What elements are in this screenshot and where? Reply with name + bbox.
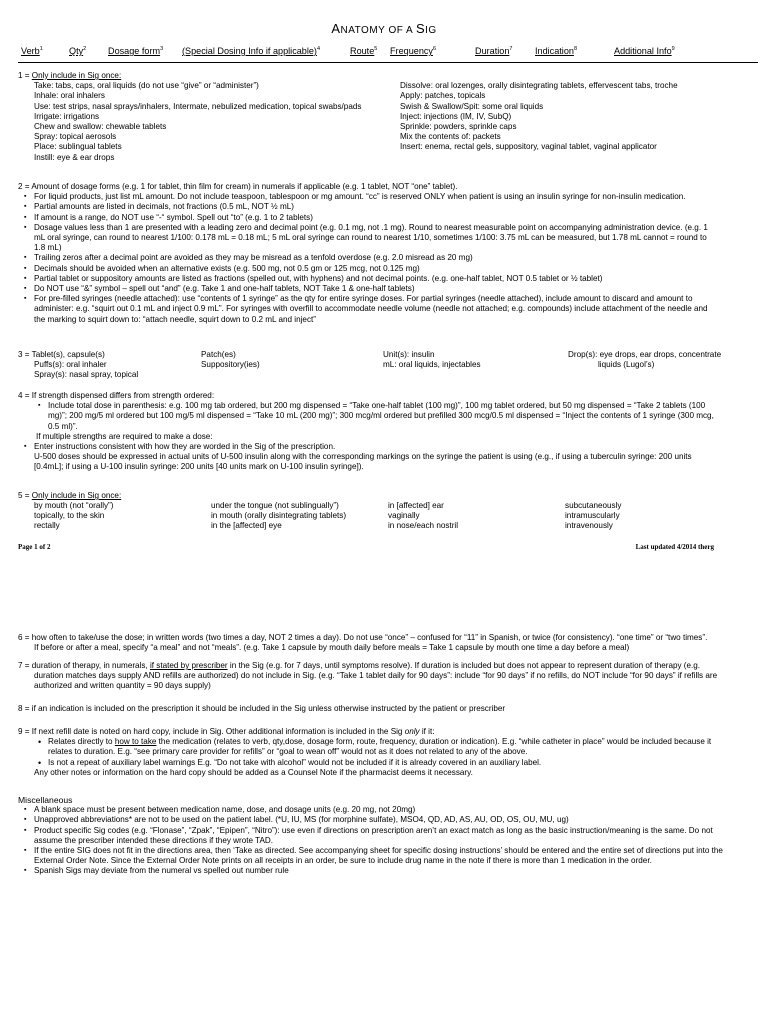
text-line: 2 = Amount of dosage forms (e.g. 1 for tablet, thin film for cream) in numerals if applicable (e.g. 1 tablet, NOT “one” tablet). (18, 182, 458, 191)
page-number: Page 1 of 2 (18, 543, 51, 551)
text-line: 2 (83, 46, 87, 52)
text-line: A (331, 21, 341, 36)
text-line: if it: (419, 727, 435, 736)
section-8-indication (18, 704, 758, 714)
text-line: U-500 doses should be expressed in actual units of U-500 insulin along with the corresponding markings on the syringe the patient is using (e.g., if using a tuberculin syringe: 200 units (34, 452, 692, 462)
text-line: rectally (34, 521, 60, 531)
text-line: Chew and swallow: chewable tablets (34, 122, 167, 132)
text-line: Use: test strips, nasal sprays/inhalers, Intermate, nebulized medication, topical swabs/pads (34, 101, 362, 111)
text-line: 5 = (18, 491, 32, 500)
text-line: ▪ If the entire SIG does not fit in the directions area, then ‘Take as directed. See accompanying sheet for specific dosing instructions’ should be entered and the entire set of directions put into the (18, 846, 758, 856)
section-miscellaneous (18, 795, 758, 877)
text-line: 9 = If next refill date is noted on hard copy, include in Sig. Other additional information is included in the Sig (18, 727, 405, 736)
text-line: 6 (432, 46, 437, 52)
header-route (350, 44, 377, 56)
text-line: Irrigate: irrigations (34, 111, 100, 121)
section-1-verbs (18, 71, 758, 163)
text-line: topically, to the skin (34, 511, 105, 521)
text-line: ▪ Partial tablet or suppository amounts are listed as fractions (spelled out, with hyphens) and not decimal points. (e.g. one-half tablet, NOT 0.5 tablet or ½ tablet) (18, 274, 758, 284)
text-line: the marking to squirt down to: “attach needle, squirt down to 0.2 mL and inject” (34, 314, 316, 324)
text-line: Spray: topical aerosols (34, 132, 117, 142)
text-line (18, 737, 758, 747)
text-line: 1 = (18, 71, 32, 80)
text-line: by mouth (not “orally”) (34, 501, 114, 511)
text-line: subcutaneously (565, 501, 622, 511)
text-line: Instill: eye & ear drops (34, 152, 115, 162)
text-line: [0.4mL]; if using a U-100 insulin syringe: 200 units [40 units mark on U-100 insulin syringe]). (34, 462, 364, 472)
text-line: duration matches days supply AND refills are authorized) do not include in Sig. (e.g. “Take 1 tablet daily for 90 days”: include “for 90 days” if no refills, do NOT include “for 90 days” if refills are (34, 671, 718, 681)
text-line: If before or after a meal, specify “a meal” and not “meals”. (e.g. Take 1 capsule by mouth daily before meals = Take 1 capsule by mouth one time a day before a meal) (34, 643, 630, 653)
text-line: ▪ For pre-filled syringes (needle attached): use “contents of 1 syringe” as the qty for entire syringe doses. For partial syringes (needle attached), include amount to discard and amount to (18, 294, 758, 304)
header-additional-info (614, 44, 675, 56)
text-line: Dosage form (108, 46, 161, 56)
text-line: 4 = If strength dispensed differs from strength ordered: (18, 391, 215, 400)
text-line: Verb (21, 46, 40, 56)
text-line: Mix the contents of: packets (400, 132, 501, 142)
text-line: the medication (relates to verb, qty,dose, dosage form, route, frequency, duration or indication). E.g. “while catheter in place” would be included because it (156, 737, 712, 747)
header-verb (21, 44, 43, 56)
text-line (18, 491, 758, 501)
text-line: if stated by prescriber (149, 661, 228, 670)
text-line: Inhale: oral inhalers (34, 91, 105, 101)
text-line: intramuscularly (565, 511, 620, 521)
text-line: Drop(s): eye drops, ear drops, concentrate (568, 350, 722, 359)
text-line: ▪ Decimals should be avoided when an alternative exists (e.g. 500 mg, not 0.5 gm or 125 mcg, not 0.125 mg) (18, 264, 758, 274)
text-line: 7 = duration of therapy, in numerals, (18, 661, 150, 670)
section-5-route (18, 491, 758, 531)
text-line: Any other notes or information on the hard copy should be added as a Counsel Note if the pharmacist deems it necessary. (34, 767, 473, 777)
text-line: ▪ Dosage values less than 1 are presented with a leading zero and decimal point (e.g. 0.1 mg, not .1 mg). Round to nearest measurable point on accompanying administration device. (e.g. 1 (18, 223, 758, 233)
text-line: NATOMY OF A (340, 25, 416, 36)
text-line: in the [affected] eye (211, 521, 282, 531)
text-line: ▪ Unapproved abbreviations* are not to be used on the patient label. (*U, IU, MS (for morphine sulfate), MSO4, QD, AD, AS, AU, OD, OS, OU, MU, ug) (18, 815, 758, 825)
text-line: authorized and written quantity = 90 days supply) (34, 681, 211, 691)
text-line: ▪ Spanish Sigs may deviate from the numeral vs spelled out number rule (18, 866, 758, 876)
text-line: 6 = how often to take/use the dose; in written words (two times a day, NOT 2 times a day). Do not use “once” – confused for “11” in Spanish, or twice (for consistency). “one time” or “two times”. (18, 633, 708, 642)
text-line: ▪ Product specific Sig codes (e.g. “Flonase”, “Zpak”, “Epipen”, “Nitro”): use even if directions on prescription aren’t an exact match as long as the basic instruction/meaning is the same. Do not (18, 826, 758, 836)
section-4-special-dosing (18, 391, 758, 473)
section-3-dosage-forms (18, 350, 758, 382)
text-line: Dissolve: oral lozenges, orally disintegrating tablets, effervescent tabs, troche (400, 81, 678, 91)
header-divider (18, 62, 758, 63)
text-line: Swish & Swallow/Spit: some oral liquids (400, 101, 544, 111)
text-line: 5 (374, 46, 378, 52)
sig-component-header (18, 44, 760, 56)
text-line: Qty (69, 46, 84, 56)
text-line: intravenously (565, 521, 613, 531)
section-2-quantity (18, 182, 758, 325)
text-line: 1 (39, 46, 43, 52)
text-line (18, 661, 758, 671)
text-line: mL: oral liquids, injectables (383, 360, 481, 369)
text-line: S (415, 21, 426, 36)
text-line: Patch(es) (201, 350, 236, 359)
text-line: 8 (573, 46, 577, 52)
text-line: Relates directly to (48, 737, 115, 747)
text-line: ▪ If amount is a range, do NOT use “-“ symbol. Spell out “to” (e.g. 1 to 2 tablets) (18, 213, 758, 223)
page-footer (18, 542, 758, 552)
text-line: mg)”; 200 mg/5 ml ordered but 100 mg/5 ml dispensed = “Take 10 mL (200 mg)”; 300 mcg/ml ordered but prefilled 300 mcg/0.5 ml dispensed = “Inject the contents of 1 syringe (300 mcg, (48, 411, 714, 421)
text-line: 3 (160, 46, 164, 52)
misc-heading: Miscellaneous (18, 795, 73, 805)
text-line: Inject: injections (IM, IV, SubQ) (400, 111, 512, 121)
text-line: Take: tabs, caps, oral liquids (do not use “give” or “administer”) (34, 81, 259, 91)
text-line: (Special Dosing Info if applicable) (182, 46, 317, 56)
header-duration (475, 44, 512, 56)
text-line: ▪ A blank space must be present between medication name, dose, and dosage units (e.g. 20 mg, not 20mg) (18, 805, 758, 815)
text-line: Sprinkle: powders, sprinkle caps (400, 122, 517, 132)
header-qty (69, 44, 86, 56)
text-line: • Is not a repeat of auxiliary label warnings E.g. “Do not take with alcohol” would not be included if it is already covered in an auxiliary label. (18, 758, 758, 768)
text-line: 1.8 mL) (34, 243, 62, 253)
section-7-duration (18, 661, 758, 692)
text-line: IG (425, 25, 437, 36)
text-line: Puffs(s): oral inhaler (34, 360, 107, 369)
text-line: ▪ Trailing zeros after a decimal point are avoided as they may be misread as a tenfold overdose (e.g. 2.0 misread as 20 mg) (18, 253, 758, 263)
text-line: 8 = if an indication is included on the prescription it should be included in the Sig unless otherwise instructed by the patient or prescriber (18, 704, 506, 713)
text-line: under the tongue (not sublingually”) (211, 501, 339, 511)
text-line: Insert: enema, rectal gels, suppository, vaginal tablet, vaginal applicator (400, 142, 657, 152)
text-line: 0.5 ml)”. (48, 421, 78, 431)
text-line: Additional Info (614, 46, 672, 56)
text-line: ▪ Include total dose in parenthesis: e.g. 100 mg tab ordered, but 200 mg dispensed = “Take one-half tablet (100 mg)”, 100 mg tablet ordered, but 50 mg dispensed = “Take 2 tablets (100 (18, 401, 758, 411)
last-updated: Last updated 4/2014 therg (635, 543, 714, 551)
text-line: Suppository(ies) (201, 360, 260, 369)
section-6-frequency (18, 633, 758, 653)
text-line: Unit(s): insulin (383, 350, 435, 359)
section-9-additional-info (18, 727, 758, 778)
text-line: Only include in Sig once: (31, 491, 122, 500)
text-line: 3 = Tablet(s), capsule(s) (18, 350, 105, 359)
text-line: If multiple strengths are required to make a dose: (36, 431, 213, 441)
text-line: in [affected] ear (388, 501, 444, 511)
text-line: relates to duration. E.g. “see primary care provider for refills” or “goal to wean off” would not as it does not related to any of the above. (48, 747, 528, 757)
text-line: 7 (509, 46, 513, 52)
text-line: 9 (671, 46, 675, 52)
text-line: vaginally (388, 511, 420, 521)
header-dosage-form (108, 44, 163, 56)
text-line: Only include in Sig once: (31, 71, 122, 80)
text-line: in the Sig (e.g. for 7 days, until symptoms resolve). If duration is included but does not appear to represent duration of therapy (e.g. (227, 661, 701, 670)
text-line: External Order Note. Since the External Order Note prints on all receipts in an order, be sure to include drug name in the note if there is more than 1 medication in the order. (34, 856, 652, 866)
text-line: Apply: patches, topicals (400, 91, 486, 101)
text-line: Spray(s): nasal spray, topical (34, 370, 139, 379)
text-line: mL oral syringe, can round to nearest 1/100: 0.178 mL = 0.18 mL; 5 mL oral syringe can round to nearest 1/10, sometimes 1/100: 3.75 mL can be measured, but 1.78 mL cannot = round to (34, 233, 707, 243)
text-line: ▪ Partial amounts are listed in decimals, not fractions (0.5 mL, NOT ½ mL) (18, 202, 758, 212)
page-title (0, 21, 768, 36)
text-line: ▪ For liquid products, just list mL amount. Do not include teaspoon, tablespoon or mg amount. “cc” is reserved ONLY when patient is using an insulin syringe for non-insulin medication. (18, 192, 758, 202)
text-line: Place: sublingual tablets (34, 142, 122, 152)
text-line: how to take (114, 737, 157, 747)
text-line: administer: e.g. “squirt out 0.1 mL and inject 0.9 mL”. For syringes with overfill to accommodate needle volume (needle not attached; e.g. compounds) include attachment of the needle and (34, 304, 708, 314)
text-line: ▪ Enter instructions consistent with how they are worded in the Sig of the prescription. (18, 442, 758, 452)
text-line: 4 (316, 46, 321, 52)
text-line: Duration (475, 46, 510, 56)
header-special-dosing (182, 44, 320, 56)
text-line: in nose/each nostril (388, 521, 459, 531)
text-line (18, 71, 758, 81)
text-line (18, 727, 758, 737)
text-line: ▪ Do NOT use “&” symbol – spell out “and” (e.g. Take 1 and one-half tablets, NOT Take 1 & one-half tablets) (18, 284, 758, 294)
text-line: only (404, 727, 420, 736)
text-line: Route (350, 46, 375, 56)
text-line: Frequency (390, 46, 433, 56)
text-line: in mouth (orally disintegrating tablets) (211, 511, 347, 521)
text-line: Indication (535, 46, 574, 56)
text-line: liquids (Lugol’s) (598, 360, 655, 369)
header-indication (535, 44, 577, 56)
header-frequency (390, 44, 436, 56)
text-line: assume the prescriber intended these directions if they wrote TAD. (34, 835, 274, 845)
